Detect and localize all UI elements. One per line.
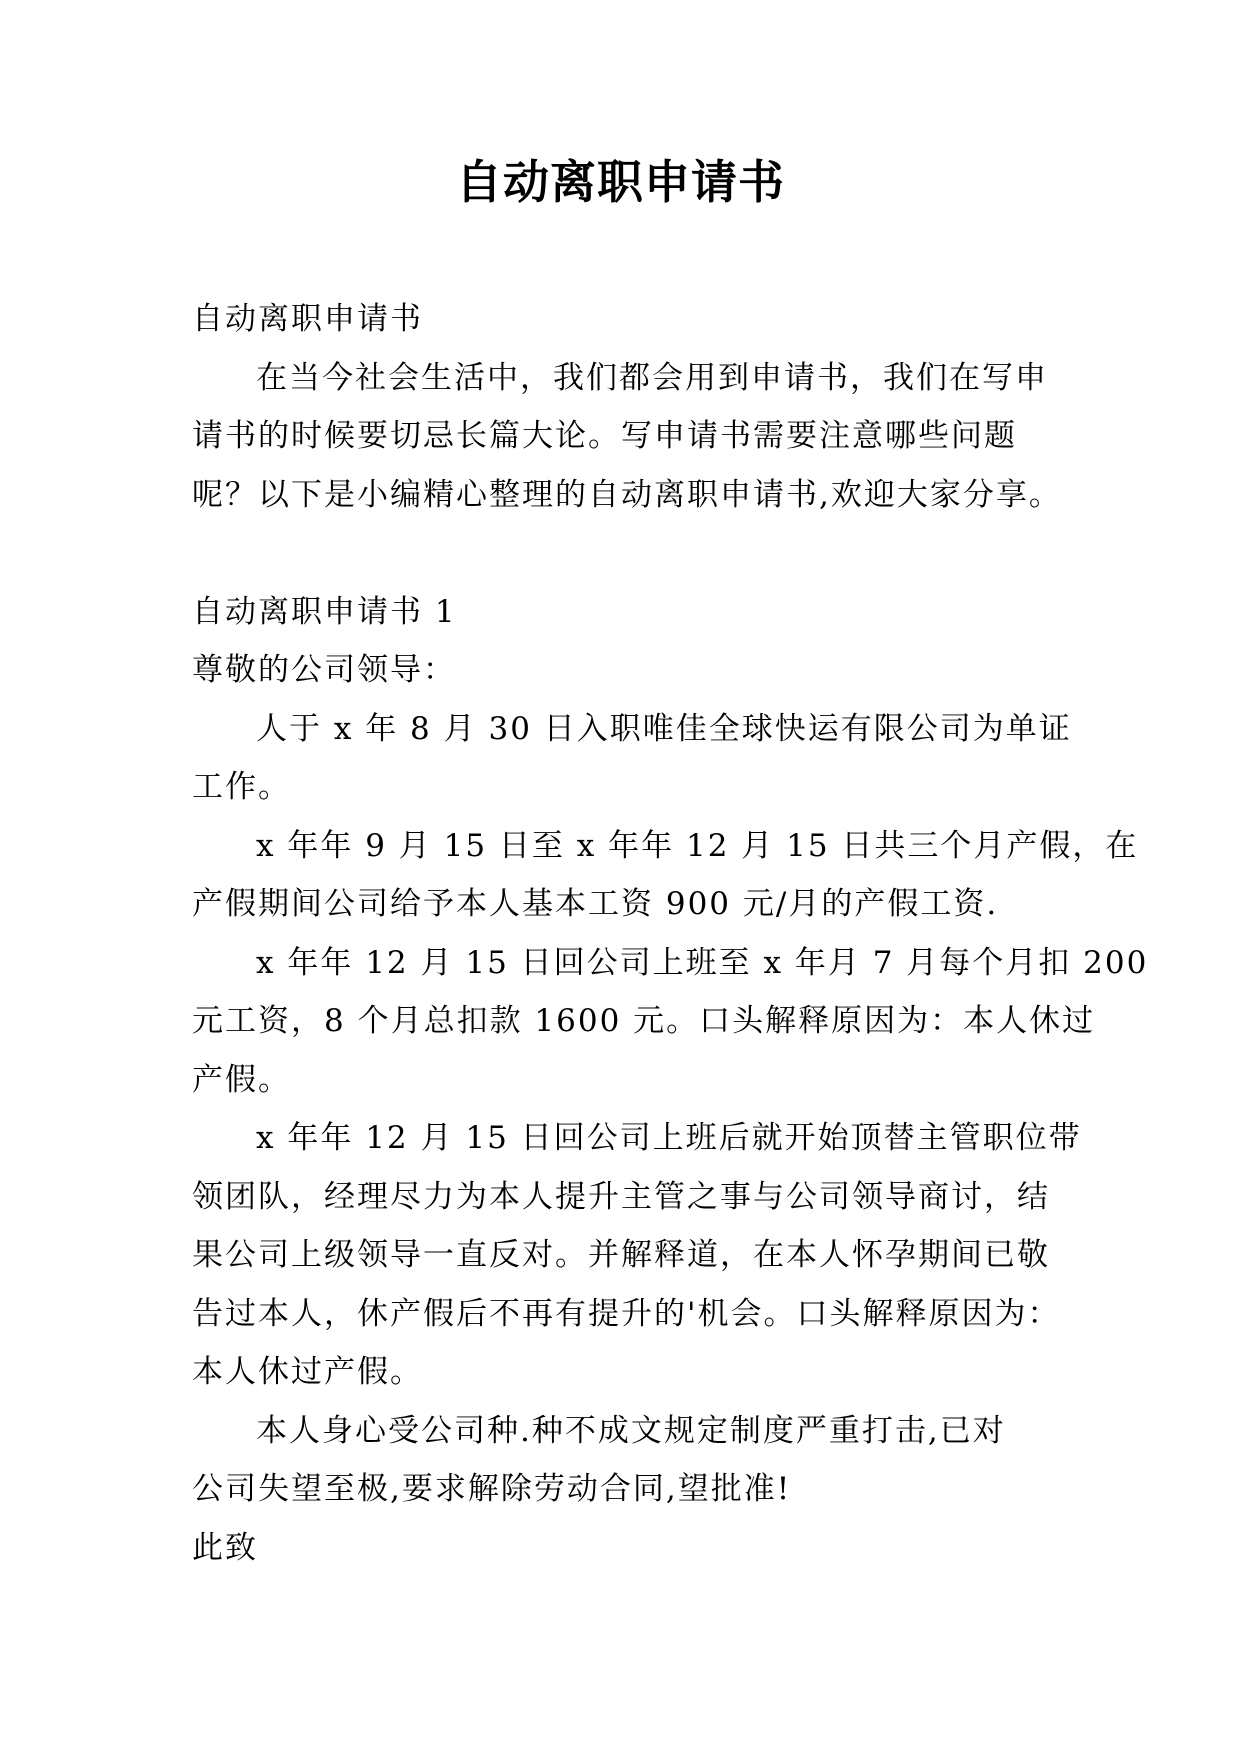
intro-line-2: 请书的时候要切忌长篇大论。写申请书需要注意哪些问题 — [192, 418, 1017, 454]
paragraph-3-line-2: 元工资，8 个月总扣款 1600 元。口头解释原因为：本人休过 — [192, 1003, 1096, 1039]
paragraph-4-line-5: 本人休过产假。 — [192, 1354, 423, 1390]
document-body — [192, 290, 1149, 1577]
intro-line-1: 在当今社会生活中，我们都会用到申请书，我们在写申 — [256, 359, 1048, 396]
paragraph-2-line-2: 产假期间公司给予本人基本工资 900 元/月的产假工资. — [192, 886, 999, 922]
paragraph-1-line-2: 工作。 — [192, 769, 291, 805]
paragraph-5-line-2: 公司失望至极,要求解除劳动合同,望批准! — [192, 1471, 792, 1507]
salutation: 尊敬的公司领导： — [192, 652, 456, 688]
paragraph-4-line-2: 领团队，经理尽力为本人提升主管之事与公司领导商讨，结 — [192, 1178, 1050, 1215]
paragraph-3-line-3: 产假。 — [192, 1061, 291, 1098]
paragraph-5-line-1: 本人身心受公司种.种不成文规定制度严重打击,已对 — [256, 1412, 1006, 1449]
intro-line-3: 呢？以下是小编精心整理的自动离职申请书,欢迎大家分享。 — [192, 476, 1062, 513]
paragraph-2-line-1: x 年年 9 月 15 日至 x 年年 12 月 15 日共三个月产假，在 — [256, 827, 1139, 864]
paragraph-3-line-1: x 年年 12 月 15 日回公司上班至 x 年月 7 月每个月扣 200 — [256, 944, 1149, 981]
paragraph-gap — [192, 524, 1052, 583]
paragraph-4-line-1: x 年年 12 月 15 日回公司上班后就开始顶替主管职位带 — [256, 1120, 1082, 1156]
document-title: 自动离职申请书 — [456, 155, 785, 209]
paragraph-4-line-3: 果公司上级领导一直反对。并解释道，在本人怀孕期间已敬 — [192, 1237, 1050, 1273]
body-heading: 自动离职申请书 — [192, 301, 423, 337]
closing-line: 此致 — [192, 1529, 258, 1566]
paragraph-1-line-1: 人于 x 年 8 月 30 日入职唯佳全球快运有限公司为单证 — [256, 710, 1072, 747]
paragraph-4-line-4: 告过本人，休产假后不再有提升的'机会。口头解释原因为： — [192, 1295, 1061, 1332]
section-heading: 自动离职申请书 1 — [192, 593, 457, 630]
